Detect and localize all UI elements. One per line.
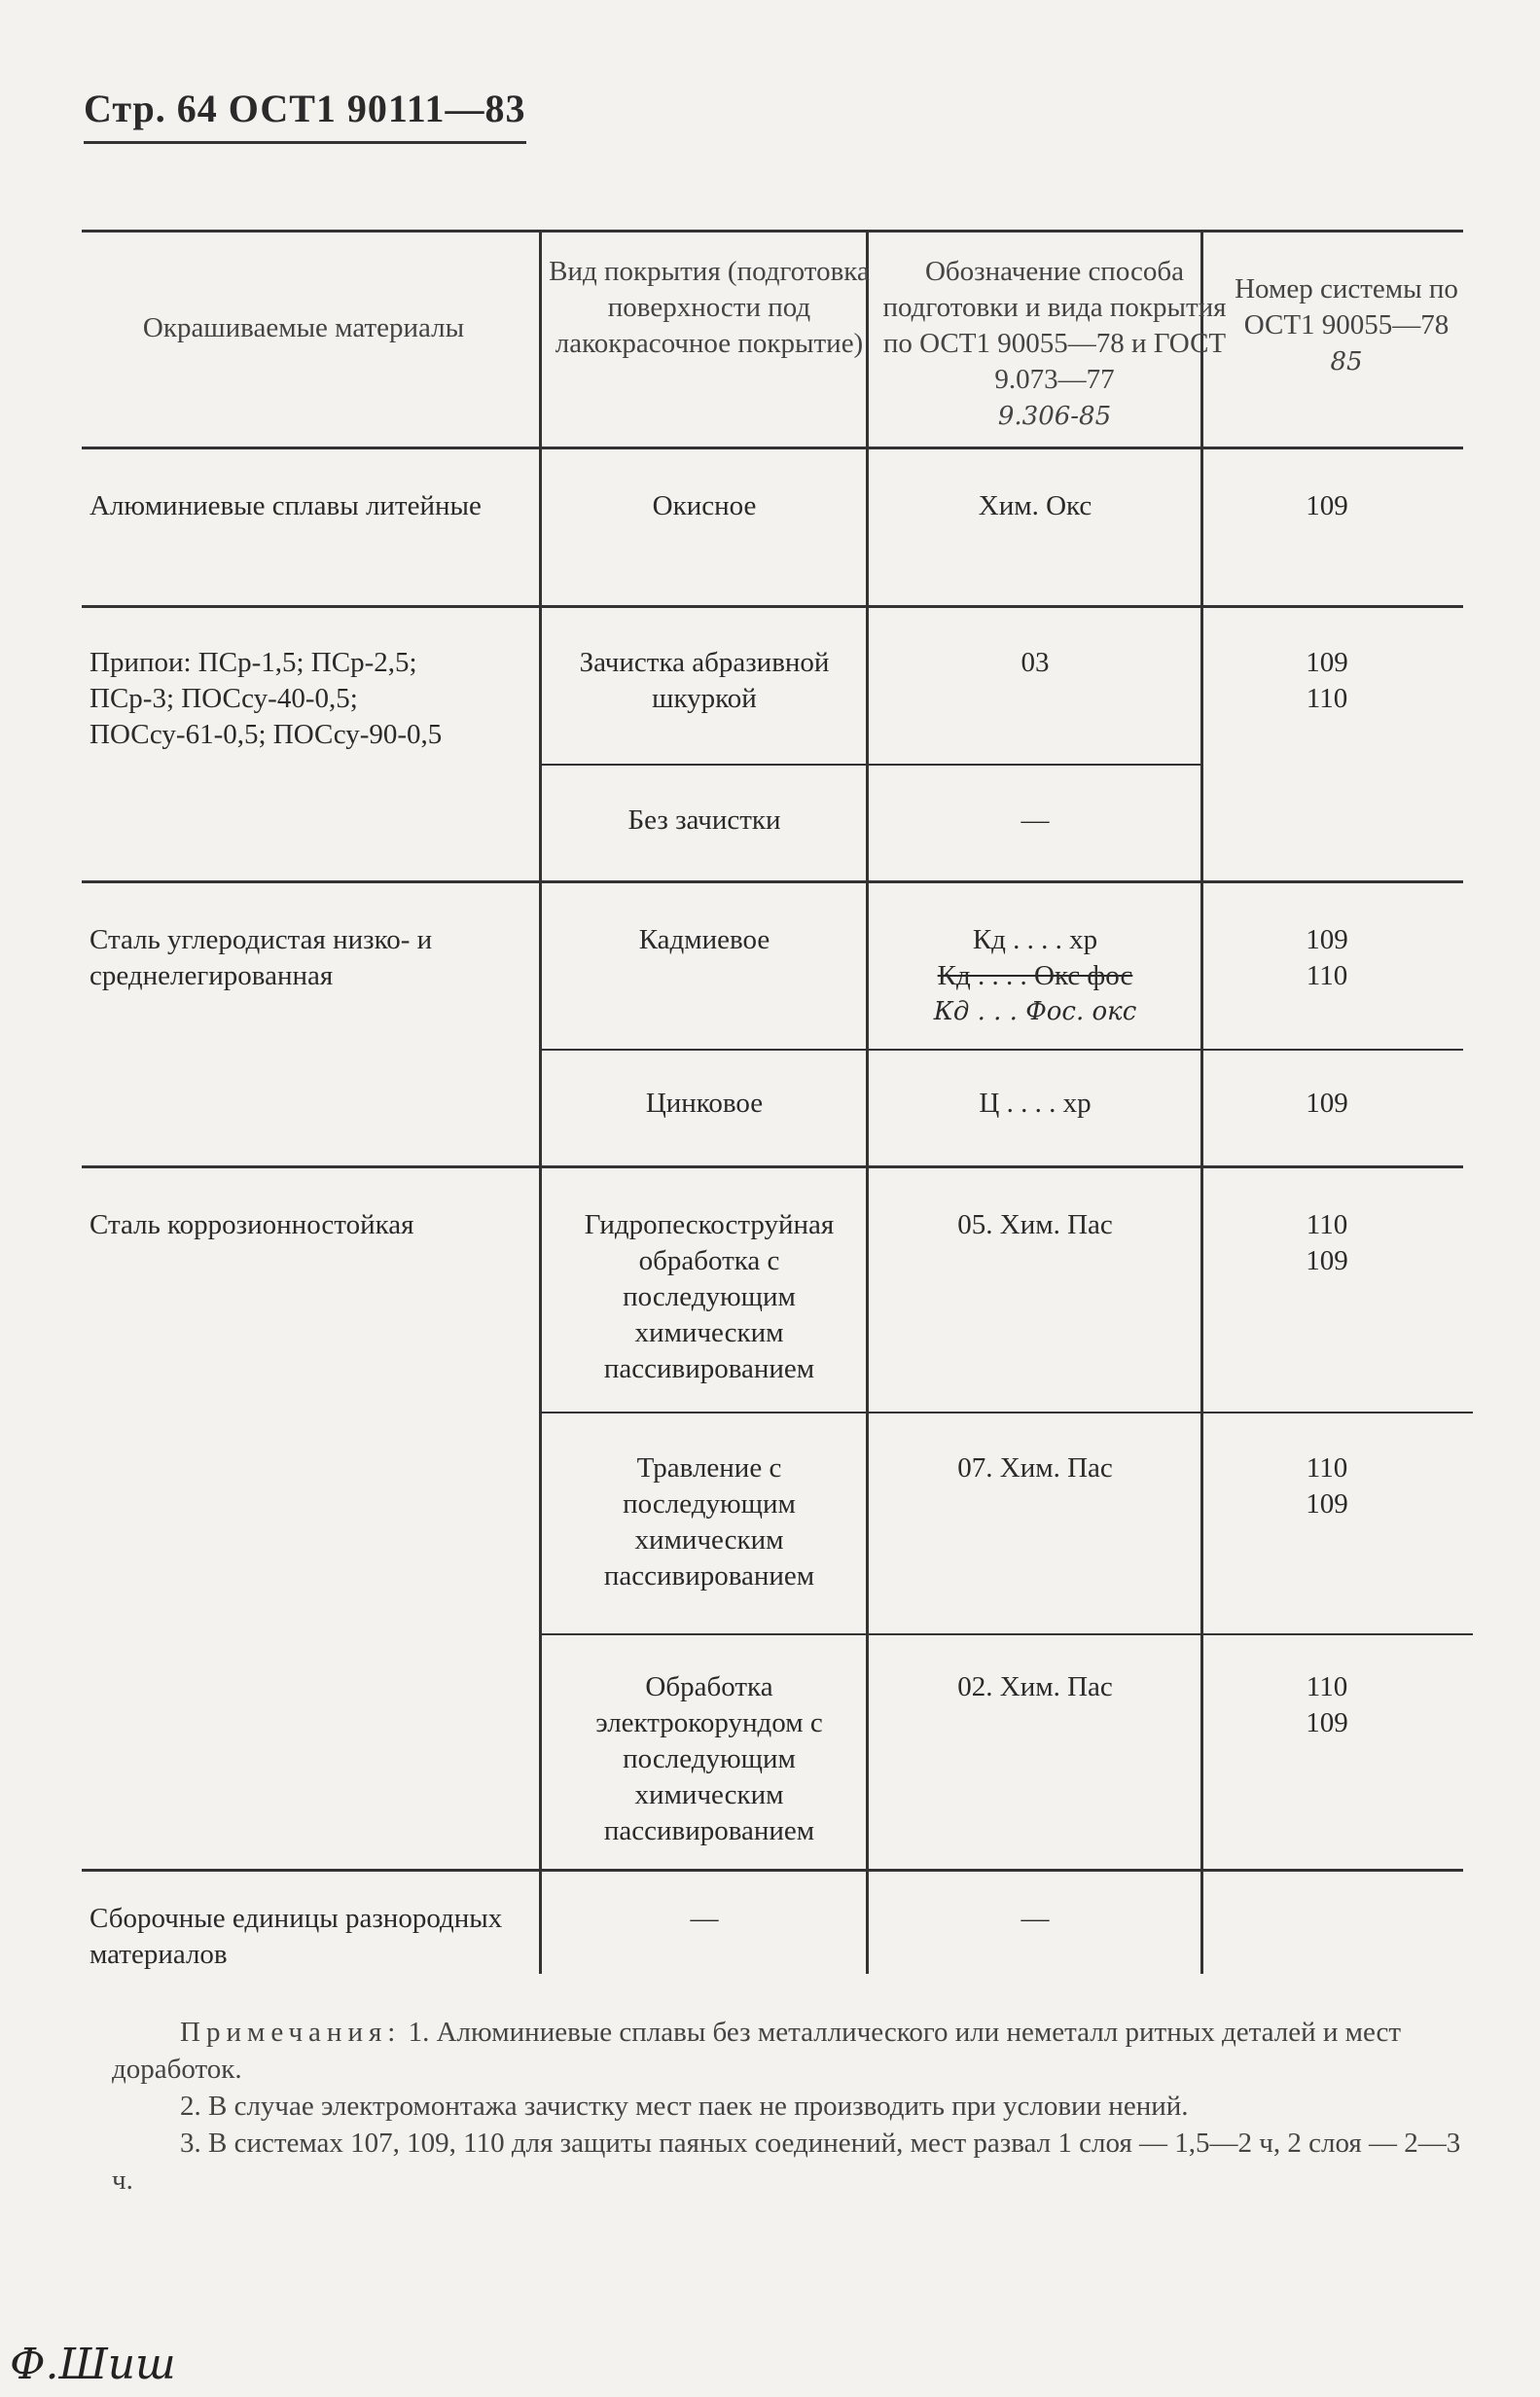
row-designation: Ц . . . . хр	[979, 1088, 1092, 1119]
group-material: Припои: ПСр-1,5; ПСр-2,5; ПСр-3; ПОСсу-40-0,5; ПОСсу-61-0,5; ПОСсу-90-0,5	[90, 647, 443, 750]
row-coating: Травление с последующим химическим пассивированием	[603, 1452, 815, 1592]
row-coating: Обработка электрокорундом с последующим химическим пассивированием	[595, 1671, 823, 1846]
row-designation: 05. Хим. Пас	[957, 1209, 1113, 1240]
designation-handwritten: Кд . . . Фос. окс	[933, 997, 1137, 1026]
header-designation-handwritten: 9.306-85	[997, 402, 1112, 431]
header-designation	[870, 254, 1239, 435]
row-designation: 07. Хим. Пас	[957, 1452, 1113, 1484]
row-designation: —	[1021, 1903, 1050, 1934]
row-system: 110 109	[1306, 1671, 1348, 1738]
row-designation: 03	[1021, 647, 1050, 678]
table-row-group	[82, 1168, 1463, 1872]
table-row-group	[82, 883, 1463, 1168]
note-1-text: 1. Алюминиевые сплавы без металлического или неметалл ритных деталей и мест доработок.	[112, 2017, 1402, 2085]
row-coating: —	[690, 1903, 719, 1934]
designation-struck: Кд . . . . Окс фос	[937, 960, 1133, 991]
row-designation	[870, 922, 1200, 1030]
row-coating: Зачистка абразивной шкуркой	[579, 647, 830, 714]
row-coating: Цинковое	[645, 1088, 764, 1119]
row-coating: Кадмиевое	[638, 924, 770, 955]
row-coating: Окисное	[652, 490, 757, 521]
group-material: Алюминиевые сплавы литейные	[90, 490, 482, 521]
row-system: 109 110	[1306, 924, 1348, 991]
page-header: Стр. 64 ОСТ1 90111—83	[84, 86, 526, 144]
coatings-table	[82, 230, 1463, 1979]
note-2: 2. В случае электромонтажа зачистку мест паек не производить при условии нений.	[180, 2091, 1189, 2122]
row-designation: —	[1021, 805, 1050, 836]
header-system	[1235, 271, 1458, 380]
header-system-handwritten: 85	[1330, 347, 1363, 376]
row-designation: Хим. Окс	[978, 490, 1092, 521]
note-1	[112, 2014, 1464, 2088]
row-coating: Без зачистки	[627, 805, 781, 836]
header-coating: Вид покрытия (подготовка поверхности под лакокрасочное покрытие)	[549, 256, 870, 359]
notes-label: Примечания:	[180, 2017, 402, 2048]
header-materials: Окрашиваемые материалы	[142, 312, 465, 343]
row-system: 109 110	[1306, 647, 1348, 714]
table-row-group	[82, 1872, 1463, 1979]
sub-row-divider	[539, 764, 1200, 766]
table-header	[82, 233, 1463, 449]
group-material: Сборочные единицы разнородных материалов	[90, 1903, 503, 1970]
sub-row-divider	[539, 1049, 1463, 1051]
notes	[112, 2014, 1464, 2199]
note-3: 3. В системах 107, 109, 110 для защиты паяных соединений, мест развал 1 слоя — 1,5—2 ч, 2 слоя — 2—3 ч.	[112, 2128, 1461, 2196]
header-system-text: Номер системы по ОСТ1 90055—78	[1235, 273, 1458, 340]
row-coating: Гидропескоструйная обработка с последующим химическим пассивированием	[584, 1209, 835, 1384]
row-system: 109	[1306, 1088, 1348, 1119]
sub-row-divider	[539, 1412, 1473, 1413]
row-system: 109	[1306, 490, 1348, 521]
row-system: 110 109	[1306, 1452, 1348, 1520]
sub-row-divider	[539, 1633, 1473, 1635]
handwritten-signature: Ф.Шиш	[10, 2340, 176, 2389]
row-designation: 02. Хим. Пас	[957, 1671, 1113, 1702]
designation-current: Кд . . . . хр	[972, 924, 1098, 955]
group-material: Сталь углеродистая низко- и среднелегированная	[90, 924, 433, 991]
row-system: 110 109	[1306, 1209, 1348, 1276]
header-designation-text: Обозначение способа подготовки и вида покрытия по ОСТ1 90055—78 и ГОСТ 9.073—77	[882, 256, 1227, 395]
table-row-group	[82, 608, 1463, 883]
group-material: Сталь коррозионностойкая	[90, 1209, 414, 1240]
table-row-group	[82, 449, 1463, 608]
